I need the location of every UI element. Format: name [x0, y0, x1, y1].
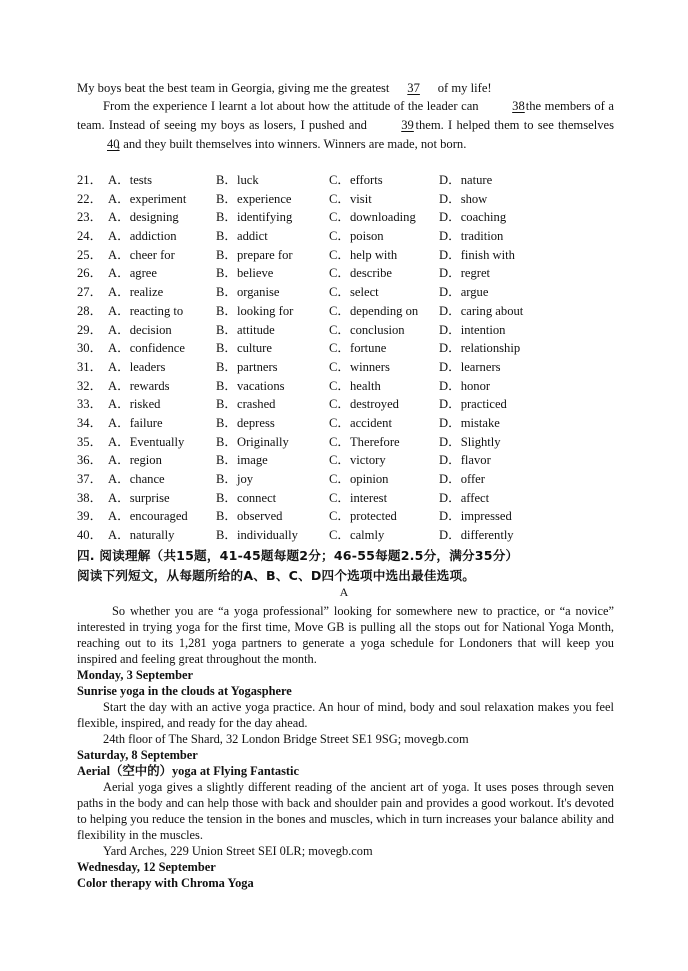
option-c: C．select	[329, 285, 379, 300]
blank-40: 40	[107, 137, 120, 151]
question-number: 31．	[77, 359, 103, 374]
option-b: B．prepare for	[216, 247, 293, 262]
question-number: 22．	[77, 191, 103, 206]
option-c: C．visit	[329, 191, 372, 206]
option-b: B．identifying	[216, 210, 293, 225]
cloze-text: , and they built themselves into winners. Winners are made, not born.	[117, 137, 467, 151]
option-c: C．winners	[329, 359, 390, 374]
event-description: Aerial yoga gives a slightly different reading of the ancient art of yoga. It uses poses through seven paths in the body and can help those with back and shoulder pain and provides a good workout. It's devoted to helping you reduce the tension in the bones and muscles, which in turn increases your balance ability and flexibility in the muscles.	[77, 780, 614, 842]
question-row	[77, 412, 637, 431]
option-a: A．cheer for	[108, 247, 175, 262]
option-d: D．mistake	[439, 415, 500, 430]
option-b: B．partners	[216, 359, 278, 374]
option-a: A．designing	[108, 210, 179, 225]
question-row	[77, 356, 637, 375]
option-b: B．image	[216, 453, 268, 468]
question-number: 40．	[77, 528, 103, 543]
question-number: 34．	[77, 415, 103, 430]
option-b: B．observed	[216, 509, 283, 524]
option-a: A．Eventually	[108, 434, 185, 449]
question-row	[77, 393, 637, 412]
option-d: D．honor	[439, 378, 491, 393]
option-a: A．surprise	[108, 490, 170, 505]
question-number: 30．	[77, 341, 103, 356]
option-b: B．believe	[216, 266, 274, 281]
cloze-text: From the experience I learnt a lot about how the attitude of the leader can	[103, 99, 479, 113]
question-row	[77, 281, 637, 300]
option-b: B．connect	[216, 490, 277, 505]
cloze-text: them. I helped them to see themselves	[415, 118, 615, 132]
option-c: C．conclusion	[329, 322, 405, 337]
option-a: A．leaders	[108, 359, 166, 374]
option-c: C．describe	[329, 266, 392, 281]
question-row	[77, 262, 637, 281]
option-d: D．coaching	[439, 210, 507, 225]
option-c: C．health	[329, 378, 381, 393]
option-d: D．nature	[439, 173, 493, 187]
option-c: C．help with	[329, 247, 398, 262]
option-b: B．vacations	[216, 378, 285, 393]
option-a: A．confidence	[108, 341, 185, 356]
blank-38: 38	[512, 99, 525, 113]
option-a: A．tests	[108, 173, 153, 187]
option-d: D．affect	[439, 490, 490, 505]
question-row	[77, 169, 637, 188]
option-b: B．organise	[216, 285, 280, 300]
option-c: C．Therefore	[329, 434, 400, 449]
option-c: C．accident	[329, 415, 392, 430]
question-row	[77, 319, 637, 338]
question-row	[77, 375, 637, 394]
option-c: C．opinion	[329, 472, 389, 486]
option-d: D．offer	[439, 472, 485, 486]
question-row	[77, 431, 637, 450]
question-number: 29．	[77, 322, 103, 337]
question-row	[77, 468, 637, 487]
option-d: D．relationship	[439, 341, 521, 356]
option-c: C．calmly	[329, 528, 385, 543]
option-b: B．joy	[216, 472, 254, 486]
question-number: 27．	[77, 285, 103, 300]
event-title: Aerial（空中的）yoga at Flying Fantastic	[77, 764, 299, 778]
question-row	[77, 188, 637, 207]
question-number: 37．	[77, 472, 103, 486]
option-d: D．impressed	[439, 509, 512, 524]
cloze-text: My boys beat the best team in Georgia, giving me the greatest	[77, 81, 390, 95]
option-a: A．decision	[108, 322, 172, 337]
section-heading: 四. 阅读理解（共15题，41-45题每题2分；46-55每题2.5分，满分35分）	[77, 548, 519, 563]
section-instruction: 阅读下列短文，从每题所给的A、B、C、D四个选项中选出最佳选项。	[77, 568, 476, 583]
event-address: 24th floor of The Shard, 32 London Bridge Street SE1 9SG; movegb.com	[103, 732, 469, 746]
option-b: B．Originally	[216, 434, 289, 449]
option-d: D．differently	[439, 528, 514, 543]
event-date: Wednesday, 12 September	[77, 860, 216, 874]
question-row	[77, 225, 637, 244]
option-d: D．show	[439, 191, 488, 206]
event-title: Sunrise yoga in the clouds at Yogasphere	[77, 684, 292, 698]
question-number: 23．	[77, 210, 103, 225]
option-c: C．downloading	[329, 210, 416, 225]
option-c: C．efforts	[329, 173, 383, 187]
option-c: C．poison	[329, 229, 384, 244]
passage-intro: So whether you are “a yoga professional” looking for somewhere new to practice, or “a novice” interested in trying yoga for the first time, Move GB is pulling all the stops out for National Yoga Month, reaching out to its 1,281 yoga partners to generate a yoga schedule for Londoners that will keep you inspired and feeling great throughout the month.	[77, 604, 614, 666]
option-b: B．experience	[216, 191, 292, 206]
option-b: B．depress	[216, 415, 275, 430]
question-number: 35．	[77, 434, 103, 449]
option-d: D．finish with	[439, 247, 515, 262]
passage-label: A	[339, 585, 349, 599]
option-c: C．destroyed	[329, 397, 399, 412]
option-a: A．naturally	[108, 528, 175, 543]
question-row	[77, 300, 637, 319]
question-number: 24．	[77, 229, 103, 244]
option-d: D．argue	[439, 285, 489, 300]
cloze-paragraph	[77, 97, 614, 154]
question-row	[77, 505, 637, 524]
answer-options-table	[77, 169, 637, 543]
blank-39: 39	[401, 118, 414, 132]
option-a: A．chance	[108, 472, 165, 486]
question-row	[77, 487, 637, 506]
option-b: B．looking for	[216, 303, 294, 318]
question-number: 28．	[77, 303, 103, 318]
option-b: B．attitude	[216, 322, 275, 337]
cloze-line-37	[77, 79, 614, 98]
question-number: 39．	[77, 509, 103, 524]
option-d: D．intention	[439, 322, 506, 337]
question-number: 38．	[77, 490, 103, 505]
question-row	[77, 206, 637, 225]
event-date: Monday, 3 September	[77, 668, 193, 682]
event-title: Color therapy with Chroma Yoga	[77, 876, 254, 890]
option-b: B．luck	[216, 173, 259, 187]
option-a: A．encouraged	[108, 509, 188, 524]
option-d: D．caring about	[439, 303, 524, 318]
question-number: 32．	[77, 378, 103, 393]
question-row	[77, 524, 637, 543]
option-a: A．region	[108, 453, 162, 468]
option-a: A．failure	[108, 415, 163, 430]
option-b: B．crashed	[216, 397, 276, 412]
event-date: Saturday, 8 September	[77, 748, 198, 762]
option-d: D．tradition	[439, 229, 504, 244]
option-a: A．reacting to	[108, 303, 184, 318]
option-c: C．fortune	[329, 341, 387, 356]
blank-37: 37	[407, 81, 420, 95]
option-a: A．risked	[108, 397, 161, 412]
option-d: D．practiced	[439, 397, 507, 412]
question-row	[77, 449, 637, 468]
event-description: Start the day with an active yoga practice. An hour of mind, body and soul relaxation makes you feel flexible, inspired, and ready for the day ahead.	[77, 700, 614, 730]
event-address: Yard Arches, 229 Union Street SEI 0LR; movegb.com	[103, 844, 373, 858]
option-a: A．addiction	[108, 229, 177, 244]
option-d: D．learners	[439, 359, 501, 374]
option-d: D．flavor	[439, 453, 491, 468]
question-number: 21．	[77, 173, 103, 187]
question-number: 25．	[77, 247, 103, 262]
option-b: B．individually	[216, 528, 298, 543]
option-a: A．experiment	[108, 191, 187, 206]
question-number: 26．	[77, 266, 103, 281]
option-a: A．agree	[108, 266, 157, 281]
question-number: 33．	[77, 397, 103, 412]
option-c: C．victory	[329, 453, 386, 468]
option-c: C．interest	[329, 490, 388, 505]
option-a: A．rewards	[108, 378, 170, 393]
option-d: D．Slightly	[439, 434, 501, 449]
option-a: A．realize	[108, 285, 164, 300]
cloze-text: of my life!	[437, 81, 492, 95]
option-b: B．culture	[216, 341, 272, 356]
cloze-text: the members of a team. Instead of seeing my boys as losers, I pushed and	[77, 99, 615, 132]
option-c: C．depending on	[329, 303, 419, 318]
option-d: D．regret	[439, 266, 491, 281]
question-number: 36．	[77, 453, 103, 468]
option-c: C．protected	[329, 509, 397, 524]
question-row	[77, 244, 637, 263]
option-b: B．addict	[216, 229, 268, 244]
question-row	[77, 337, 637, 356]
